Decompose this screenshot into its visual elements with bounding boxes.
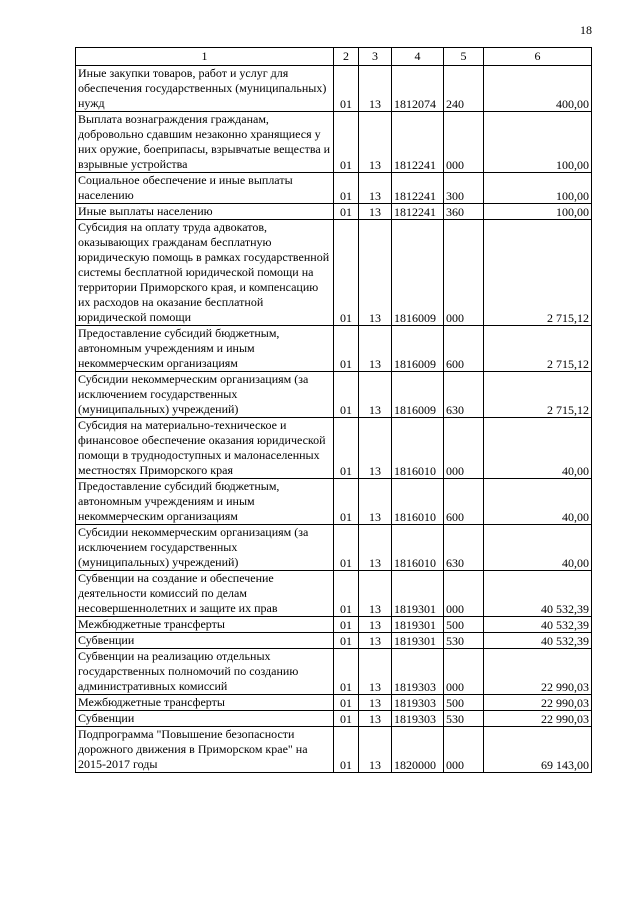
row-subsection: 13: [359, 525, 392, 571]
row-section: 01: [334, 418, 359, 479]
row-section: 01: [334, 66, 359, 112]
row-section: 01: [334, 372, 359, 418]
row-subsection: 13: [359, 633, 392, 649]
row-amount: 2 715,12: [484, 372, 592, 418]
header-cell: 5: [444, 48, 484, 66]
header-cell: 4: [392, 48, 444, 66]
row-section: 01: [334, 727, 359, 773]
row-target-article: 1812241: [392, 173, 444, 204]
row-name: Предоставление субсидий бюджетным, автономным учреждениям и иным некоммерческим организациям: [76, 479, 334, 525]
header-cell: 6: [484, 48, 592, 66]
row-amount: 2 715,12: [484, 220, 592, 326]
row-amount: 400,00: [484, 66, 592, 112]
row-target-article: 1816010: [392, 418, 444, 479]
row-subsection: 13: [359, 220, 392, 326]
row-amount: 40 532,39: [484, 633, 592, 649]
row-target-article: 1819301: [392, 571, 444, 617]
row-subsection: 13: [359, 711, 392, 727]
row-amount: 100,00: [484, 112, 592, 173]
row-subsection: 13: [359, 204, 392, 220]
row-section: 01: [334, 525, 359, 571]
table-row: [76, 727, 592, 773]
row-amount: 40 532,39: [484, 617, 592, 633]
row-name: Подпрограмма "Повышение безопасности дорожного движения в Приморском крае" на 2015-2017 годы: [76, 727, 334, 773]
row-section: 01: [334, 112, 359, 173]
row-target-article: 1812241: [392, 204, 444, 220]
row-section: 01: [334, 617, 359, 633]
row-subsection: 13: [359, 479, 392, 525]
row-target-article: 1819303: [392, 649, 444, 695]
budget-table: [75, 47, 592, 773]
row-expense-type: 530: [444, 633, 484, 649]
table-row: [76, 633, 592, 649]
row-amount: 40 532,39: [484, 571, 592, 617]
row-name: Субвенции: [76, 711, 334, 727]
row-amount: 100,00: [484, 173, 592, 204]
row-target-article: 1816010: [392, 479, 444, 525]
row-expense-type: 600: [444, 479, 484, 525]
row-expense-type: 000: [444, 649, 484, 695]
row-name: Иные выплаты населению: [76, 204, 334, 220]
row-target-article: 1816009: [392, 326, 444, 372]
row-section: 01: [334, 326, 359, 372]
table-row: [76, 372, 592, 418]
row-section: 01: [334, 695, 359, 711]
header-cell: 2: [334, 48, 359, 66]
row-target-article: 1819301: [392, 633, 444, 649]
row-name: Субсидии некоммерческим организациям (за исключением государственных (муниципальных) учреждений): [76, 372, 334, 418]
row-section: 01: [334, 204, 359, 220]
row-name: Предоставление субсидий бюджетным, автономным учреждениям и иным некоммерческим организациям: [76, 326, 334, 372]
row-expense-type: 000: [444, 571, 484, 617]
row-subsection: 13: [359, 372, 392, 418]
table-row: [76, 617, 592, 633]
row-subsection: 13: [359, 695, 392, 711]
row-expense-type: 600: [444, 326, 484, 372]
row-expense-type: 000: [444, 418, 484, 479]
row-target-article: 1819301: [392, 617, 444, 633]
row-subsection: 13: [359, 727, 392, 773]
row-target-article: 1816010: [392, 525, 444, 571]
row-amount: 69 143,00: [484, 727, 592, 773]
row-amount: 22 990,03: [484, 649, 592, 695]
row-subsection: 13: [359, 173, 392, 204]
table-row: [76, 220, 592, 326]
row-name: Субсидии некоммерческим организациям (за исключением государственных (муниципальных) учреждений): [76, 525, 334, 571]
row-name: Социальное обеспечение и иные выплаты населению: [76, 173, 334, 204]
row-subsection: 13: [359, 326, 392, 372]
row-subsection: 13: [359, 649, 392, 695]
row-expense-type: 630: [444, 372, 484, 418]
row-subsection: 13: [359, 112, 392, 173]
row-expense-type: 530: [444, 711, 484, 727]
row-name: Субсидия на материально-техническое и финансовое обеспечение оказания юридической помощи в труднодоступных и малонаселенных местностях Приморского края: [76, 418, 334, 479]
row-expense-type: 300: [444, 173, 484, 204]
row-section: 01: [334, 649, 359, 695]
row-name: Субвенции на реализацию отдельных государственных полномочий по созданию административных комиссий: [76, 649, 334, 695]
table-row: [76, 525, 592, 571]
row-amount: 40,00: [484, 479, 592, 525]
table-row: [76, 571, 592, 617]
table-row: [76, 479, 592, 525]
row-name: Межбюджетные трансферты: [76, 617, 334, 633]
table-row: [76, 418, 592, 479]
row-target-article: 1819303: [392, 695, 444, 711]
row-expense-type: 240: [444, 66, 484, 112]
row-subsection: 13: [359, 571, 392, 617]
row-amount: 40,00: [484, 525, 592, 571]
page-number: 18: [580, 23, 592, 37]
row-amount: 100,00: [484, 204, 592, 220]
row-section: 01: [334, 479, 359, 525]
row-expense-type: 360: [444, 204, 484, 220]
row-name: Субсидия на оплату труда адвокатов, оказывающих гражданам бесплатную юридическую помощь в рамках государственной системы бесплатной юридической помощи на территории Приморского края, и компенсацию их расходов на оказание бесплатной юридической помощи: [76, 220, 334, 326]
row-amount: 22 990,03: [484, 711, 592, 727]
row-amount: 22 990,03: [484, 695, 592, 711]
table-row: [76, 695, 592, 711]
row-subsection: 13: [359, 66, 392, 112]
header-row: [76, 48, 592, 66]
row-expense-type: 000: [444, 727, 484, 773]
row-target-article: 1820000: [392, 727, 444, 773]
row-target-article: 1812241: [392, 112, 444, 173]
row-section: 01: [334, 220, 359, 326]
row-target-article: 1816009: [392, 372, 444, 418]
row-section: 01: [334, 173, 359, 204]
table-row: [76, 649, 592, 695]
row-section: 01: [334, 711, 359, 727]
row-expense-type: 630: [444, 525, 484, 571]
row-target-article: 1816009: [392, 220, 444, 326]
row-amount: 2 715,12: [484, 326, 592, 372]
row-name: Субвенции: [76, 633, 334, 649]
row-target-article: 1819303: [392, 711, 444, 727]
row-expense-type: 000: [444, 220, 484, 326]
row-section: 01: [334, 633, 359, 649]
row-name: Субвенции на создание и обеспечение деятельности комиссий по делам несовершеннолетних и защите их прав: [76, 571, 334, 617]
row-name: Выплата вознаграждения гражданам, добровольно сдавшим незаконно хранящиеся у них оружие, боеприпасы, взрывчатые вещества и взрывные устройства: [76, 112, 334, 173]
row-expense-type: 500: [444, 617, 484, 633]
table-row: [76, 112, 592, 173]
row-name: Межбюджетные трансферты: [76, 695, 334, 711]
row-subsection: 13: [359, 617, 392, 633]
row-name: Иные закупки товаров, работ и услуг для обеспечения государственных (муниципальных) нужд: [76, 66, 334, 112]
table-row: [76, 204, 592, 220]
row-subsection: 13: [359, 418, 392, 479]
table-row: [76, 326, 592, 372]
row-amount: 40,00: [484, 418, 592, 479]
row-section: 01: [334, 571, 359, 617]
table-row: [76, 66, 592, 112]
header-cell: 3: [359, 48, 392, 66]
table-row: [76, 173, 592, 204]
row-expense-type: 500: [444, 695, 484, 711]
row-target-article: 1812074: [392, 66, 444, 112]
row-expense-type: 000: [444, 112, 484, 173]
header-cell: 1: [76, 48, 334, 66]
table-row: [76, 711, 592, 727]
